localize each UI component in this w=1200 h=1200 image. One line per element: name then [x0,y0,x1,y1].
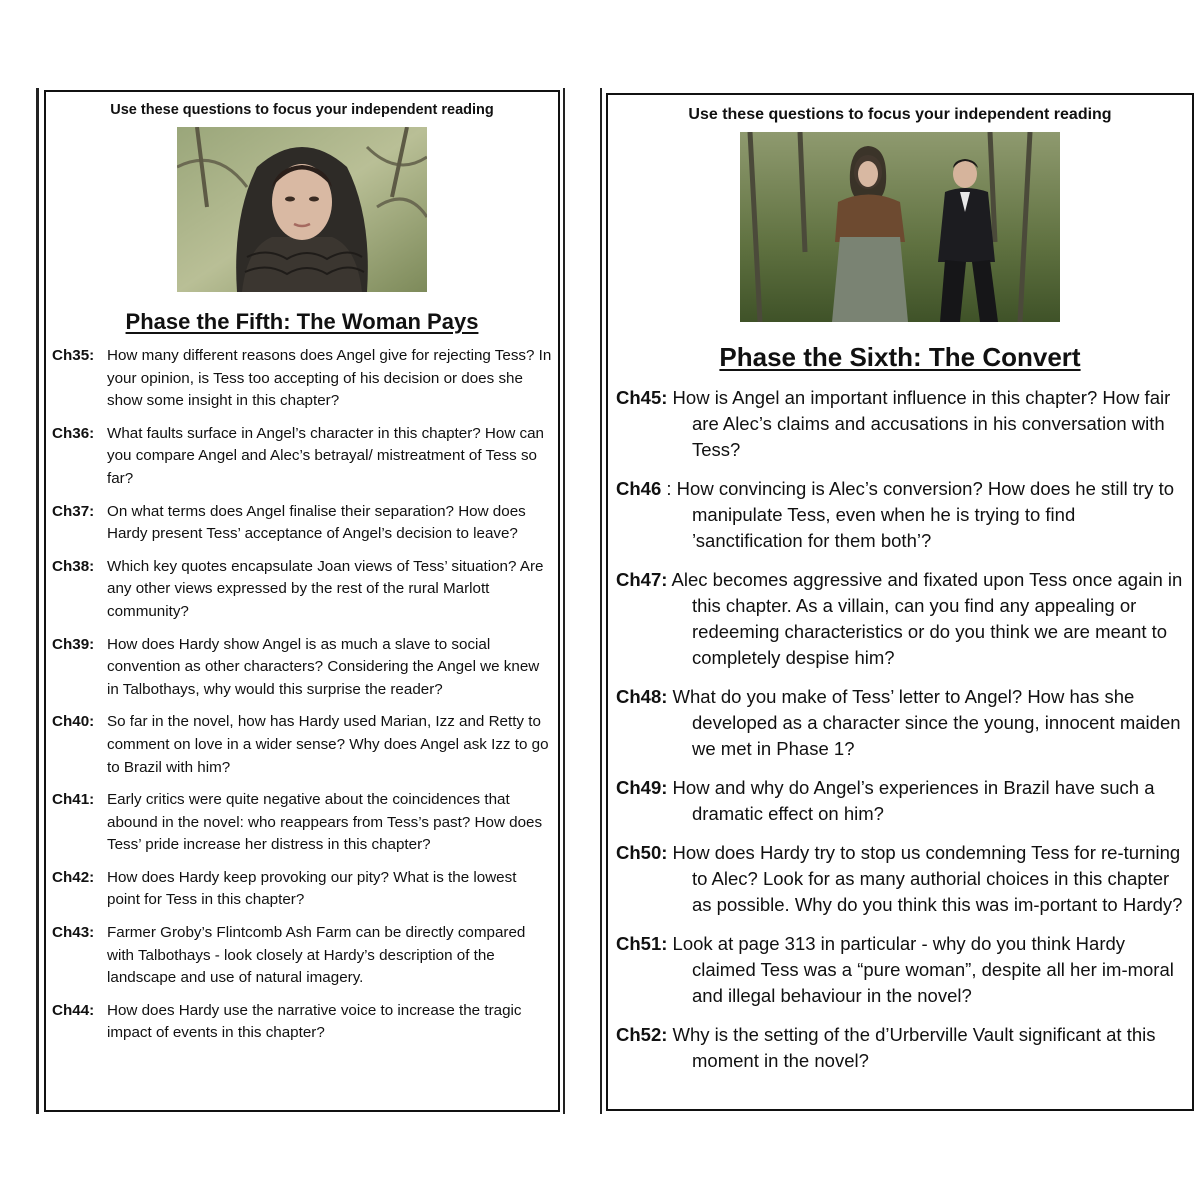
question-item [52,345,552,413]
question-text: How does Hardy try to stop us condemning Tess for re-turning to Alec? Look for as many authorial choices in this chapter as possible. Why do you think this was im-portant to Hardy? [672,842,1183,915]
question-text: Why is the setting of the d’Urberville Vault significant at this moment in the novel? [672,1024,1156,1071]
question-item [616,684,1186,762]
question-text: Look at page 313 in particular - why do you think Hardy claimed Tess was a “pure woman”, despite all her im-moral and illegal behaviour in the novel? [672,933,1174,1006]
question-text: Early critics were quite negative about the coincidences that abound in the novel: who reappears from Tess’s past? How does Tess’ pride increase her distress in this chapter? [107,791,543,854]
question-text: : How convincing is Alec’s conversion? How does he still try to manipulate Tess, even when he is trying to find ’sanctification for them both’? [666,478,1175,551]
question-text: How and why do Angel’s experiences in Brazil have such a dramatic effect on him? [672,777,1155,824]
chapter-label: Ch49: [616,777,668,798]
question-item [52,711,552,779]
question-text: Alec becomes aggressive and fixated upon Tess once again in this chapter. As a villain, can you find any appealing or redeeming characteristics or do you think we are meant to completely despise him? [671,569,1183,668]
center-rule-right [600,88,602,1114]
chapter-label: Ch42: [52,868,95,886]
question-item [616,567,1186,671]
question-text: How does Hardy use the narrative voice to increase the tragic impact of events in this chapter? [107,1001,522,1042]
chapter-label: Ch35: [52,347,95,364]
question-item [616,1022,1186,1074]
chapter-label: Ch38: [52,557,95,575]
chapter-label: Ch44: [52,1001,95,1019]
question-item [52,634,552,702]
question-item [616,775,1186,827]
question-list [608,385,1192,1074]
question-text: How does Hardy keep provoking our pity? What is the lowest point for Tess in this chapter? [107,868,517,909]
question-item [52,501,552,546]
chapter-label: Ch36: [52,424,95,442]
question-text: What do you make of Tess’ letter to Angel? How has she developed as a character since the young, innocent maiden we met in Phase 1? [672,686,1181,759]
question-text: Farmer Groby’s Flintcomb Ash Farm can be directly compared with Talbothays - look closely at Hardy’s description of the landscape and use of natural imagery. [107,924,526,987]
chapter-label: Ch39: [52,635,95,653]
chapter-label: Ch43: [52,924,95,942]
question-item [52,1000,552,1045]
tess-hooded-photo [177,127,427,292]
question-item [52,789,552,857]
question-item [52,867,552,912]
chapter-label: Ch50: [616,842,668,863]
question-item [52,423,552,491]
question-item [52,556,552,624]
chapter-label: Ch52: [616,1024,668,1045]
question-list [46,345,558,1045]
center-rule-left [563,88,565,1114]
question-text: On what terms does Angel finalise their separation? How does Hardy present Tess’ acceptance of Angel’s decision to leave? [107,502,526,543]
card-header: Use these questions to focus your independent reading [110,102,494,118]
card-header: Use these questions to focus your independent reading [688,106,1112,123]
chapter-label: Ch46 [616,478,662,499]
phase-title: Phase the Sixth: The Convert [719,342,1081,372]
chapter-label: Ch37: [52,502,95,520]
question-item [616,385,1186,463]
chapter-label: Ch40: [52,713,95,731]
tess-alec-woods-photo [740,132,1060,322]
phase-title: Phase the Fifth: The Woman Pays [125,309,479,334]
chapter-label: Ch51: [616,933,668,954]
chapter-label: Ch41: [52,791,95,809]
chapter-label: Ch48: [616,686,668,707]
question-item [616,931,1186,1009]
question-text: How is Angel an important influence in this chapter? How fair are Alec’s claims and accusations in his conversation with Tess? [672,387,1171,460]
question-text: So far in the novel, how has Hardy used Marian, Izz and Retty to comment on love in a wider sense? Why does Angel ask Izz to go to Brazil with him? [107,713,549,776]
question-item [52,922,552,990]
question-text: Which key quotes encapsulate Joan views of Tess’ situation? Are any other views expressed by the rest of the rural Marlott community? [107,557,544,620]
chapter-label: Ch47: [616,569,668,590]
reading-card-phase-six [606,93,1194,1111]
chapter-label: Ch45: [616,387,668,408]
left-margin-rule [36,88,39,1114]
question-text: How does Hardy show Angel is as much a slave to social convention as other characters? Considering the Angel we knew in Talbothays, why would this surprise the reader? [107,635,540,698]
question-text: How many different reasons does Angel give for rejecting Tess? In your opinion, is Tess too accepting of his decision or does she show some insight in this chapter? [107,347,552,410]
question-text: What faults surface in Angel’s character in this chapter? How can you compare Angel and Alec’s betrayal/ mistreatment of Tess so far? [107,424,545,487]
reading-card-phase-five [44,90,560,1112]
question-item [616,840,1186,918]
question-item [616,476,1186,554]
